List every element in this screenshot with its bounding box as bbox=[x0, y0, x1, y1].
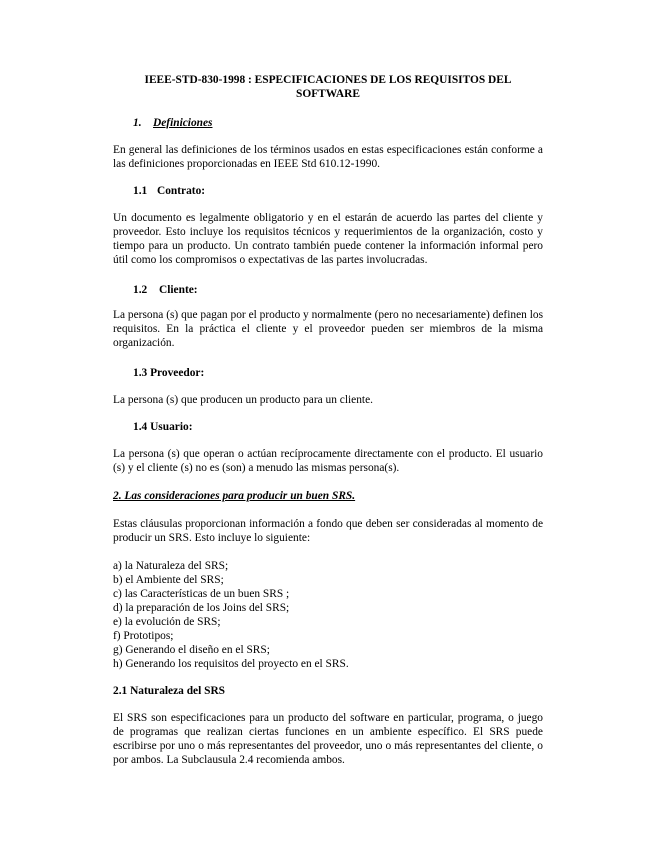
considerations-list bbox=[113, 559, 543, 671]
list-item: e) la evolución de SRS; bbox=[113, 616, 221, 628]
list-item: h) Generando los requisitos del proyecto en el SRS. bbox=[113, 658, 349, 670]
heading-cliente bbox=[133, 283, 198, 297]
paragraph-consideraciones: Estas cláusulas proporcionan información a fondo que deben ser consideradas al momento de producir un SRS. Esto incluye lo siguiente: bbox=[113, 518, 543, 544]
heading-usuario: 1.4 Usuario: bbox=[133, 421, 193, 433]
heading-text: Cliente: bbox=[159, 284, 198, 296]
list-item: c) las Características de un buen SRS ; bbox=[113, 588, 290, 600]
paragraph-usuario: La persona (s) que operan o actúan recíprocamente directamente con el producto. El usuario (s) y el cliente (s) no es (son) a menudo las mismas persona(s). bbox=[113, 448, 543, 474]
heading-proveedor: 1.3 Proveedor: bbox=[133, 367, 205, 379]
heading-number: 1.2 bbox=[133, 284, 148, 296]
title-line-2: SOFTWARE bbox=[296, 88, 360, 100]
heading-text: Definiciones bbox=[153, 117, 213, 129]
list-item: f) Prototipos; bbox=[113, 630, 174, 642]
paragraph-cliente: La persona (s) que pagan por el producto y normalmente (pero no necesariamente) definen los requisitos. En la práctica el cliente y el proveedor pueden ser miembros de la misma organización. bbox=[113, 309, 543, 349]
list-item: b) el Ambiente del SRS; bbox=[113, 574, 224, 586]
list-item: g) Generando el diseño en el SRS; bbox=[113, 644, 270, 656]
heading-contrato bbox=[133, 184, 205, 198]
heading-number: 1. bbox=[133, 117, 142, 129]
list-item: a) la Naturaleza del SRS; bbox=[113, 560, 229, 572]
heading-consideraciones: 2. Las consideraciones para producir un buen SRS. bbox=[113, 490, 356, 502]
title-line-1: IEEE-STD-830-1998 : ESPECIFICACIONES DE LOS REQUISITOS DEL bbox=[144, 74, 512, 86]
heading-text: Contrato: bbox=[157, 185, 206, 197]
paragraph-definiciones: En general las definiciones de los términos usados en estas especificaciones están conforme a las definiciones proporcionadas en IEEE Std 610.12-1990. bbox=[113, 144, 543, 170]
paragraph-naturaleza: El SRS son especificaciones para un producto del software en particular, programa, o juego de programas que realizan ciertas funciones en un ambiente específico. El SRS puede escribirse por uno o más representantes del proveedor, uno o más representantes del cliente, o por ambos. La Subclausula 2.4 recomienda ambos. bbox=[113, 712, 543, 766]
heading-naturaleza: 2.1 Naturaleza del SRS bbox=[113, 685, 226, 697]
list-item: d) la preparación de los Joins del SRS; bbox=[113, 602, 290, 614]
paragraph-contrato: Un documento es legalmente obligatorio y en el estarán de acuerdo las partes del cliente y proveedor. Esto incluye los requisitos técnicos y requerimientos de la organización, costo y tiempo para un producto. Un contrato también puede contener la información informal pero útil como los compromisos o expectativas de las partes involucradas. bbox=[113, 212, 543, 266]
paragraph-proveedor: La persona (s) que producen un producto para un cliente. bbox=[113, 394, 373, 406]
heading-definiciones bbox=[133, 116, 212, 130]
document-title bbox=[113, 73, 543, 101]
heading-number: 1.1 bbox=[133, 185, 148, 197]
